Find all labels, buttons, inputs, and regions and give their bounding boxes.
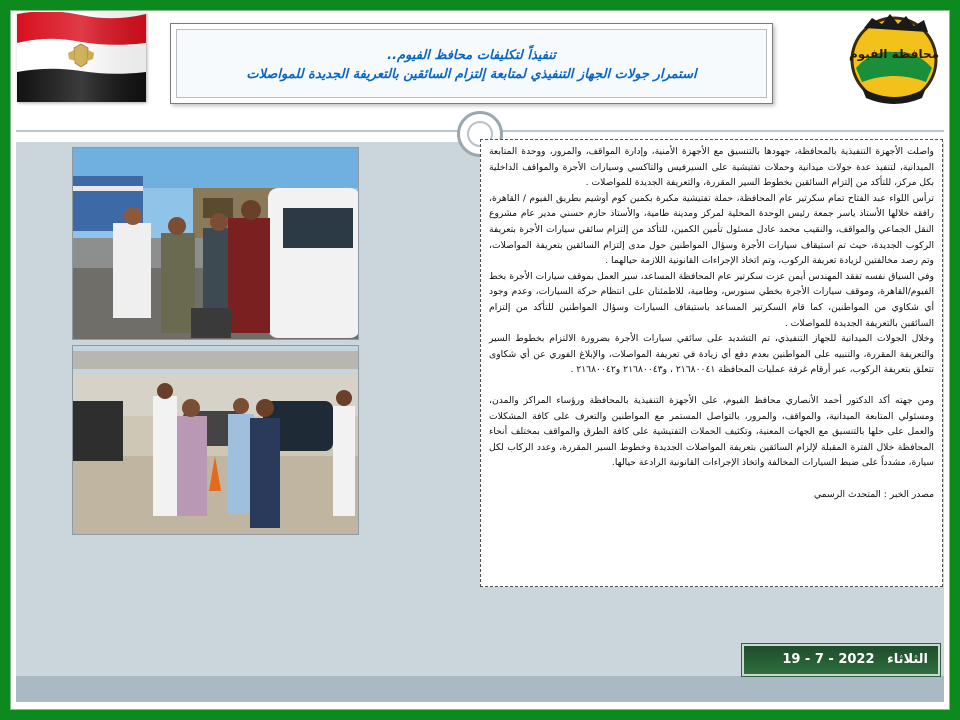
article-paragraph-5: ومن جهته أكد الدكتور أحمد الأنصاري محافظ الفيوم، على الأجهزة التنفيذية بالمحافظة ورؤساء المراكز والمدن، ومسئولي المتابعة الميدانية، والمواقف، والمرور، بالتواصل المستمر مع المواطنين والتعرف على كافة المشكلات والعمل على حلها بالتنسيق مع الجهات المعنية، وتكثيف الحملات التفتيشية على كافة الطرق والمواقف بمختلف أنحاء المحافظة خلال الفترة المقبلة لإلزام السائقين بتعريفة المواصلات الجديدة وخطوط السير المقررة، وعدد الركاب لكل سيارة، مشدداً على ضبط السيارات المخالفة واتخاذ الإجراءات القانونية الرادعة حيالها. (489, 394, 934, 469)
headline-inner (176, 29, 767, 98)
article-paragraph-3: وفي السياق نفسه تفقد المهندس أيمن عزت سكرتير عام المحافظة المساعد، سير العمل بموقف سيارات الأجرة بخط الفيوم/القاهرة، وموقف سيارات الأجرة بخطي سنورس، وطامية، للاطمئنان على انتظام حركة السيارات، وعدم وجود أي شكاوي من المواطنين، كما قام السكرتير المساعد باستيقاف السيارات وسؤال المواطنين للتأكد من إلتزام السائقين بالتعريفة الجديدة للمواصلات . (489, 270, 934, 329)
news-source: مصدر الخبر : المتحدث الرسمي (814, 488, 934, 500)
footer-band (16, 676, 944, 702)
headline-line-2: استمرار جولات الجهاز التنفيذي لمتابعة إلتزام السائقين بالتعريفة الجديدة للمواصلات (246, 67, 697, 82)
date-day: الثلاثاء (887, 652, 928, 667)
logo-text: محافظة الفيوم (848, 47, 940, 61)
article-paragraph-4: وخلال الجولات الميدانية للجهاز التنفيذي، تم التشديد على سائقي سيارات الأجرة بضرورة الالتزام بخطوط السير والتعريفة المقررة، والتنبيه على المواطنين بعدم دفع أي زيادة في تعريفة المواصلات، والإبلاغ الفوري عن أي شكاوى تتعلق بتعريفة الركوب، عبر أرقام غرفة عمليات المحافظة ٢١٦٨٠٠٤١ ، و٢١٦٨٠٠٤٣ و٢١٦٨٠٠٤٢ . (489, 333, 934, 376)
article-text-box (480, 139, 943, 587)
article-paragraph-1: واصلت الأجهزة التنفيذية بالمحافظة، جهودها بالتنسيق مع الأجهزة الأمنية، وإدارة المواقف، والمرور، ووحدة المتابعة الميدانية، لتنفيذ عدة جولات ميدانية وحملات تفتيشية على السيرفيس والتاكسي وسيارات الأجرة والمواقف الداخلية بكل مركز، للتأكد من إلتزام السائقين بخطوط السير المقررة، والتعريفة الجديدة للمواصلات . (489, 146, 934, 189)
date-bar (742, 644, 940, 676)
photo-inspection-checkpoint (72, 147, 359, 340)
governorate-logo (842, 10, 946, 108)
article-paragraph-2: ترأس اللواء عبد الفتاح تمام سكرتير عام المحافظة، حملة تفتيشية مكبرة بكمين كوم أوشيم بطريق الفيوم / القاهرة، رافقه خلالها الأستاذ ياسر جمعة رئيس الوحدة المحلية لمركز ومدينة طامية، والأستاذ حازم حسني مدير عام مشروع النقل الجماعي والمواقف، والنقيب محمد عادل مسئول تأمين الكمين، للتأكد من إلتزام سائقي سيارات الأجرة بتعريفة الركوب الجديدة، حيث تم استيقاف سيارات الأجرة وسؤال المواطنين حول مدى إلتزام السائقين بتعريفة المواصلات، وتم رصد مخالفتين لزيادة تعريفة الركوب، وتم اتخاذ الإجراءات القانونية اللازمة حيالهما . (489, 192, 934, 267)
photo-taxi-station (72, 345, 359, 535)
egypt-flag (17, 12, 146, 102)
headline-line-1: تنفيذاً لتكليفات محافظ الفيوم.. (387, 48, 556, 63)
date-value: 19 - 7 - 2022 (782, 652, 875, 667)
headline-box (170, 23, 773, 104)
